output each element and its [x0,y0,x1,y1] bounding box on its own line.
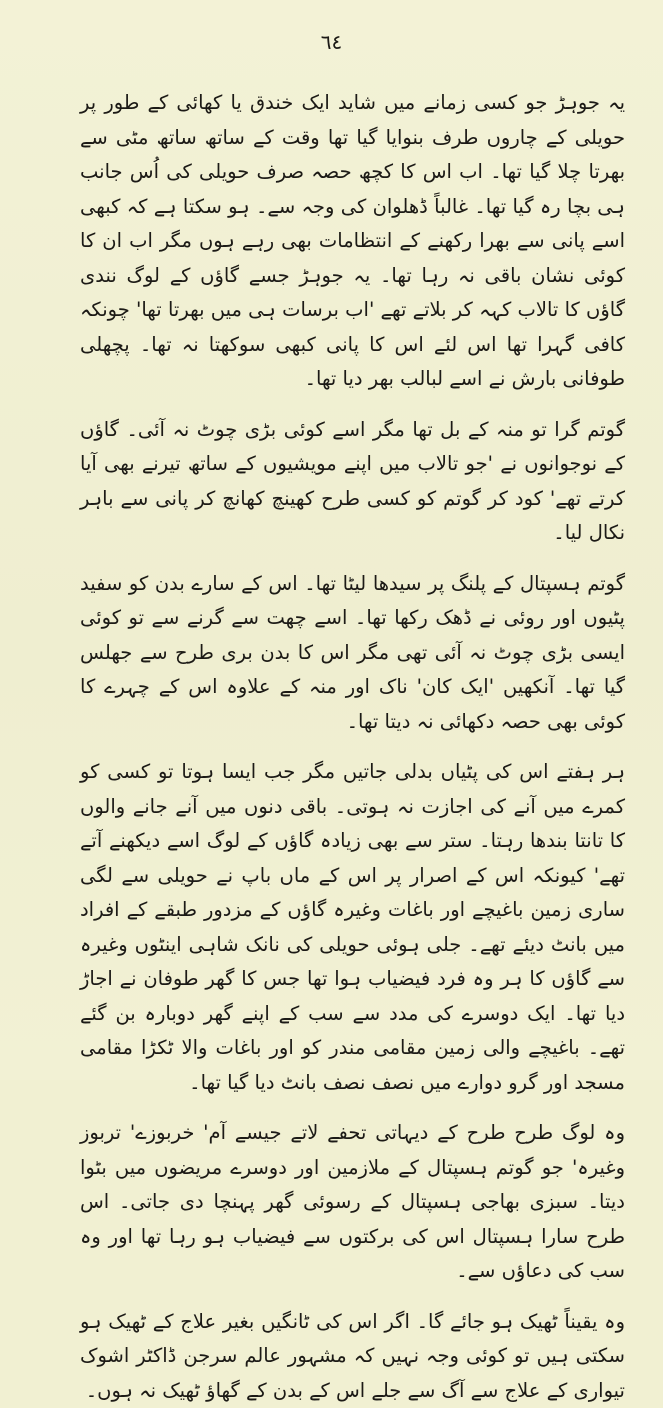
paragraph-3: گوتم ہسپتال کے پلنگ پر سیدھا لیٹا تھا۔ اس کے سارے بدن کو سفید پٹیوں اور روئی نے ڈھک رکھا تھا۔ اسے چھت سے گرنے سے تو کوئی ایسی بڑی چوٹ نہ آئی تھی مگر اس کا بدن بری طرح سے جھلس گیا تھا۔ آنکھیں 'ایک کان' ناک اور منہ کے علاوہ اس کے چہرے کا کوئی بھی حصہ دکھائی نہ دیتا تھا۔ [80,567,625,740]
paragraph-2: گوتم گرا تو منہ کے بل تھا مگر اسے کوئی بڑی چوٹ نہ آئی۔ گاؤں کے نوجوانوں نے 'جو تالاب میں اپنے مویشیوں کے ساتھ تیرنے بھی آیا کرتے تھے' کود کر گوتم کو کسی طرح کھینچ کھانچ کر پانی سے باہر نکال لیا۔ [80,413,625,551]
paragraph-6: وہ یقیناً ٹھیک ہو جائے گا۔ اگر اس کی ٹانگیں بغیر علاج کے ٹھیک ہو سکتی ہیں تو کوئی وجہ نہیں کہ مشہور عالم سرجن ڈاکٹر اشوک تیواری کے علاج سے آگ سے جلے اس کے بدن کے گھاؤ ٹھیک نہ ہوں۔ [80,1305,625,1408]
paragraph-1: یہ جوہڑ جو کسی زمانے میں شاید ایک خندق یا کھائی کے طور پر حویلی کے چاروں طرف بنوایا گیا تھا وقت کے ساتھ ساتھ مٹی سے بھرتا چلا گیا تھا۔ اب اس کا کچھ حصہ صرف حویلی کی اُس جانب ہی بچا رہ گیا تھا۔ غالباً ڈھلوان کی وجہ سے۔ ہو سکتا ہے کہ کبھی اسے پانی سے بھرا رکھنے کے انتظامات بھی رہے ہوں مگر اب ان کا کوئی نشان باقی نہ رہا تھا۔ یہ جوہڑ جسے گاؤں کے لوگ نندی گاؤں کا تالاب کہہ کر بلاتے تھے 'اب برسات ہی میں بھرتا تھا' چونکہ کافی گہرا تھا اس لئے اس کا پانی کبھی سوکھتا نہ تھا۔ پچھلی طوفانی بارش نے اسے لبالب بھر دیا تھا۔ [80,86,625,397]
page-number: ٦٤ [0,30,663,54]
page-body [80,86,625,1408]
paragraph-4: ہر ہفتے اس کی پٹیاں بدلی جاتیں مگر جب ایسا ہوتا تو کسی کو کمرے میں آنے کی اجازت نہ ہوتی۔ باقی دنوں میں آنے جانے والوں کا تانتا بندھا رہتا۔ ستر سے بھی زیادہ گاؤں کے لوگ اسے دیکھنے آتے تھے' کیونکہ اس کے اصرار پر اس کے ماں باپ نے حویلی سے لگی ساری زمین باغیچے اور باغات وغیرہ گاؤں کے مزدور طبقے کے افراد میں بانٹ دیئے تھے۔ جلی ہوئی حویلی کی نانک شاہی اینٹوں وغیرہ سے گاؤں کا ہر وہ فرد فیضیاب ہوا تھا جس کا گھر طوفان نے اجاڑ دیا تھا۔ ایک دوسرے کی مدد سے سب کے اپنے گھر دوبارہ بن گئے تھے۔ باغیچے والی زمین مقامی مندر کو اور باغات والا ٹکڑا مقامی مسجد اور گرو دوارے میں نصف نصف بانٹ دیا گیا تھا۔ [80,755,625,1100]
paragraph-5: وہ لوگ طرح طرح کے دیہاتی تحفے لاتے جیسے آم' خربوزے' تربوز وغیرہ' جو گوتم ہسپتال کے ملازمین اور دوسرے مریضوں میں بٹوا دیتا۔ سبزی بھاجی ہسپتال کے رسوئی گھر پہنچا دی جاتی۔ اس طرح سارا ہسپتال اس کی برکتوں سے فیضیاب ہو رہا تھا اور وہ سب کی دعاؤں سے۔ [80,1116,625,1289]
